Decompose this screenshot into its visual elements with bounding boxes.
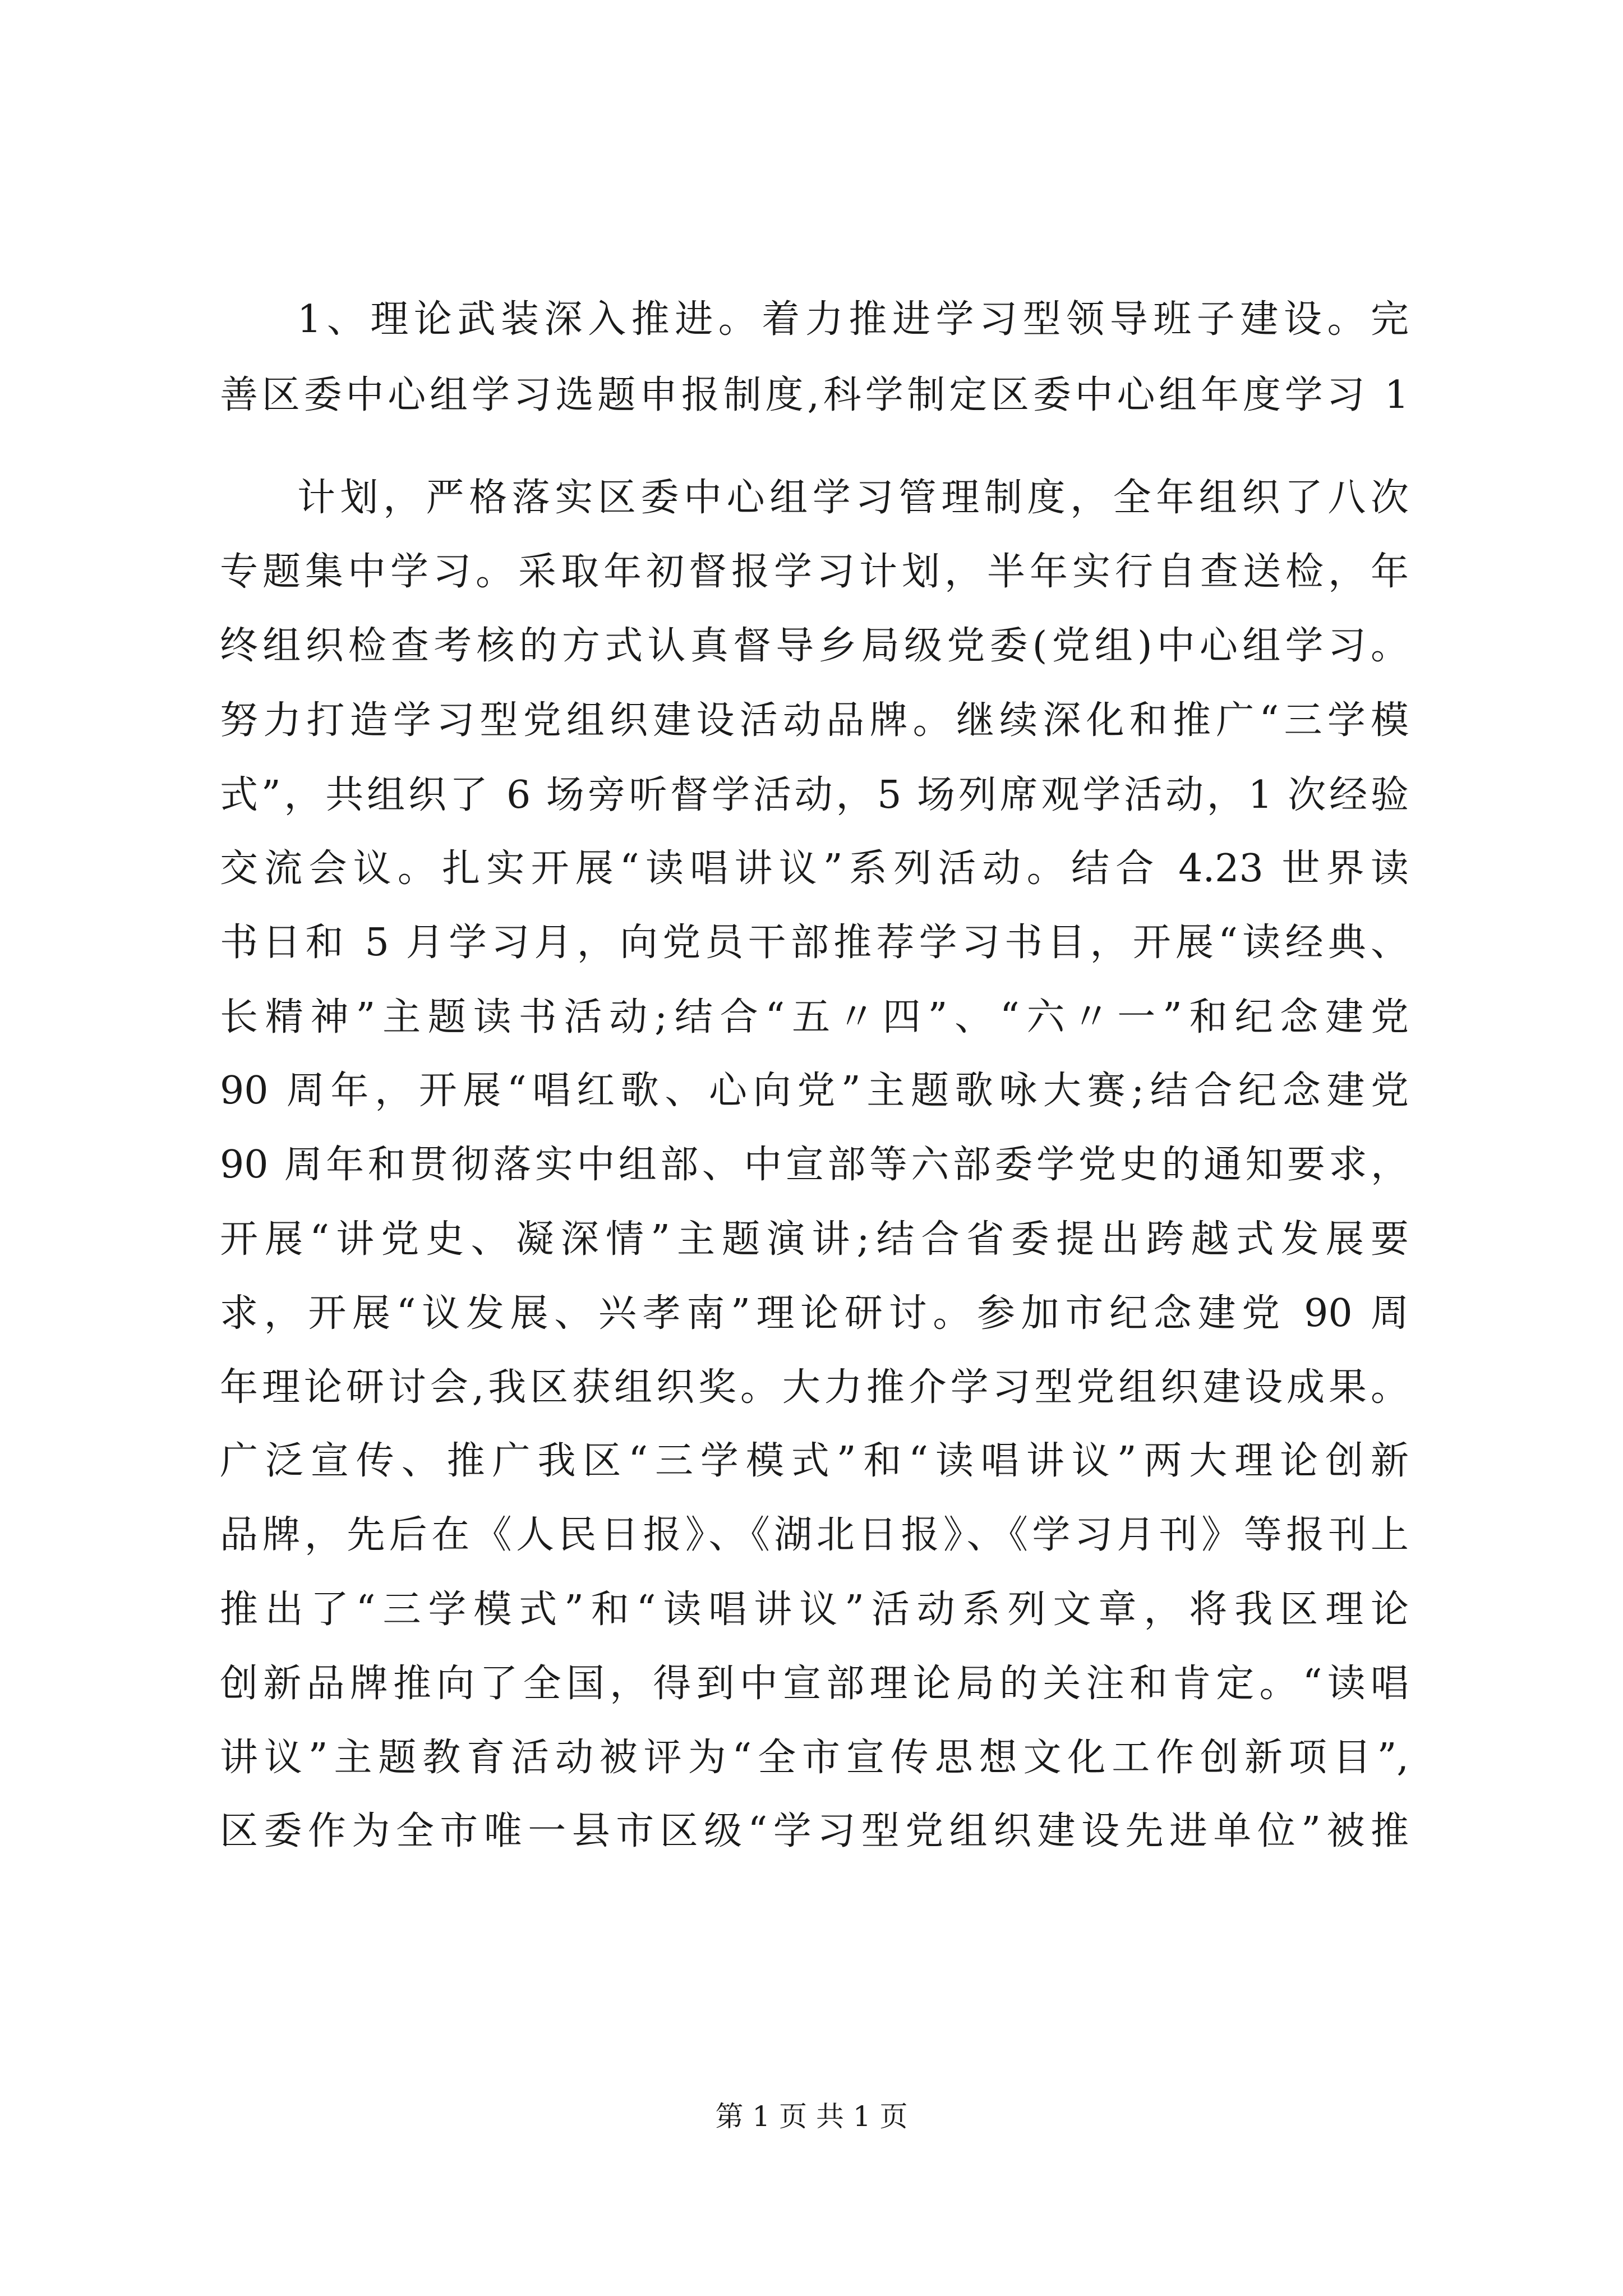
paragraph-line: 交流会议。扎实开展“读唱讲议”系列活动。结合 4.23 世界读: [220, 846, 1409, 891]
page-number-footer: 第 1 页 共 1 页: [715, 2100, 908, 2133]
paragraph-line: 1、理论武装深入推进。着力推进学习型领导班子建设。完: [297, 297, 1409, 342]
paragraph-line: 终组织检查考核的方式认真督导乡局级党委(党组)中心组学习。: [220, 624, 1409, 668]
paragraph-line: 品牌，先后在《人民日报》、《湖北日报》、《学习月刊》等报刊上: [220, 1513, 1409, 1557]
paragraph-line: 求，开展“议发展、兴孝南”理论研讨。参加市纪念建党 90 周: [220, 1291, 1409, 1336]
paragraph-line: 区委作为全市唯一县市区级“学习型党组织建设先进单位”被推: [220, 1809, 1409, 1853]
paragraph-line: 推出了“三学模式”和“读唱讲议”活动系列文章，将我区理论: [220, 1588, 1409, 1632]
paragraph-line: 90 周年，开展“唱红歌、心向党”主题歌咏大赛;结合纪念建党: [220, 1069, 1409, 1113]
paragraph-line: 式”，共组织了 6 场旁听督学活动，5 场列席观学活动，1 次经验: [220, 773, 1409, 817]
paragraph-line: 广泛宣传、推广我区“三学模式”和“读唱讲议”两大理论创新: [220, 1439, 1409, 1483]
paragraph-line: 创新品牌推向了全国，得到中宣部理论局的关注和肯定。“读唱: [220, 1662, 1409, 1706]
paragraph-line: 开展“讲党史、凝深情”主题演讲;结合省委提出跨越式发展要: [220, 1217, 1409, 1262]
paragraph-line: 计划，严格落实区委中心组学习管理制度，全年组织了八次: [297, 476, 1409, 520]
paragraph-line: 善区委中心组学习选题申报制度,科学制定区委中心组年度学习 1: [220, 373, 1409, 417]
paragraph-line: 努力打造学习型党组织建设活动品牌。继续深化和推广“三学模: [220, 698, 1409, 743]
paragraph-line: 年理论研讨会,我区获组织奖。大力推介学习型党组织建设成果。: [220, 1365, 1409, 1410]
paragraph-line: 专题集中学习。采取年初督报学习计划，半年实行自查送检，年: [220, 550, 1409, 594]
paragraph-line: 长精神”主题读书活动;结合“五〃四”、“六〃一”和纪念建党: [220, 995, 1409, 1039]
paragraph-line: 90 周年和贯彻落实中组部、中宣部等六部委学党史的通知要求，: [220, 1143, 1409, 1187]
paragraph-line: 讲议”主题教育活动被评为“全市宣传思想文化工作创新项目”,: [220, 1736, 1409, 1780]
paragraph-line: 书日和 5 月学习月，向党员干部推荐学习书目，开展“读经典、: [220, 921, 1409, 965]
